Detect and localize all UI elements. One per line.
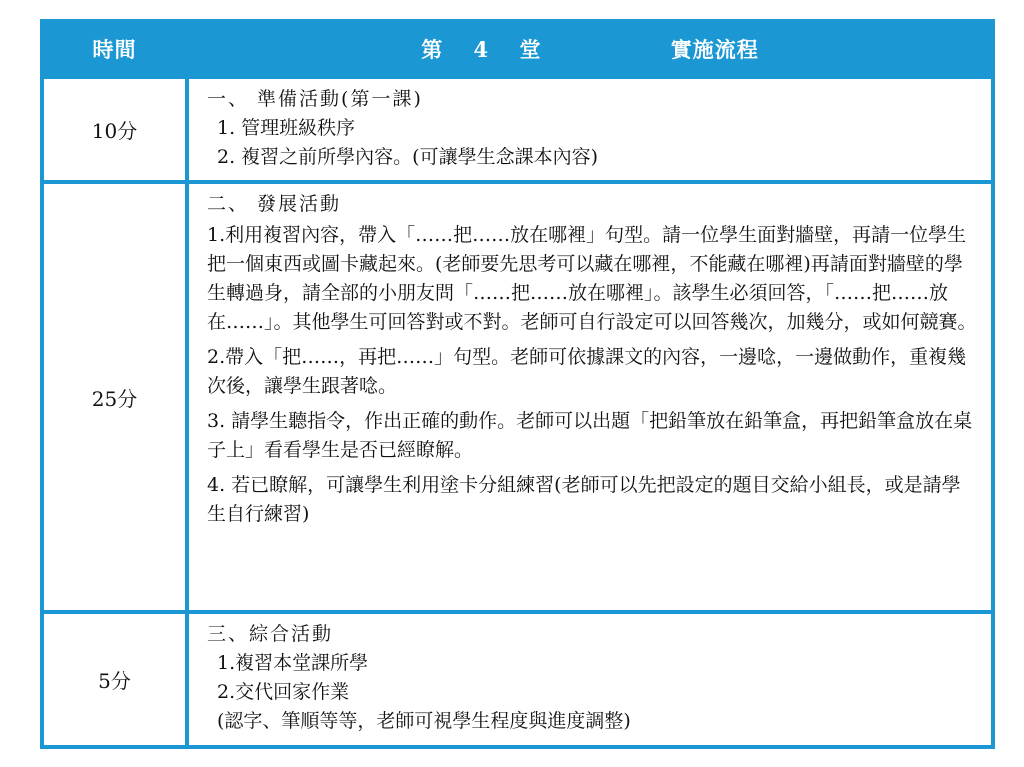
content-cell [187,612,993,747]
paragraph: 3. 請學生聽指令，作出正確的動作。老師可以出題「把鉛筆放在鉛筆盒，再把鉛筆盒放在桌子上」看看學生是否已經瞭解。 [207,410,973,461]
paragraph: 2.帶入「把……，再把……」句型。老師可依據課文的內容，一邊唸，一邊做動作，重複幾次後，讓學生跟著唸。 [207,346,967,397]
content-cell [187,182,993,612]
list-item: 1.複習本堂課所學 [217,652,369,674]
table-row [42,182,993,612]
time-cell: 25分 [42,182,187,612]
content-cell [187,77,993,182]
header-time: 時間 [42,21,187,77]
section-title: 一、 準備活動(第一課) [207,88,423,110]
list-item: 1. 管理班級秩序 [217,117,356,139]
table-row [42,612,993,747]
header-lesson-number: 第 4 堂 [421,37,553,62]
section-title: 二、 發展活動 [207,193,342,215]
time-cell: 5分 [42,612,187,747]
list-item: 2. 複習之前所學內容。(可讓學生念課本內容) [217,146,598,168]
section-title: 三、綜合活動 [207,623,334,645]
paragraph: 1.利用複習內容，帶入「……把……放在哪裡」句型。請一位學生面對牆壁，再請一位學生把一個東西或圖卡藏起來。(老師要先思考可以藏在哪裡，不能藏在哪裡)再請面對牆壁的學生轉過身，請全部的小朋友問「……把……放在哪裡」。該學生必須回答，「……把……放在……」。其他學生可回答對或不對。老師可自行設定可以回答幾次，加幾分，或如何競賽。 [207,224,977,333]
header-flow-label: 實施流程 [670,37,759,62]
list-item: 2.交代回家作業 [217,681,350,703]
time-cell: 10分 [42,77,187,182]
header-flow [187,21,993,77]
table-header-row [42,21,993,77]
list-item: (認字、筆順等等，老師可視學生程度與進度調整) [217,710,631,732]
table-row [42,77,993,182]
lesson-plan-table [40,19,995,749]
paragraph: 4. 若已瞭解，可讓學生利用塗卡分組練習(老師可以先把設定的題目交給小組長，或是請學生自行練習) [207,474,961,525]
